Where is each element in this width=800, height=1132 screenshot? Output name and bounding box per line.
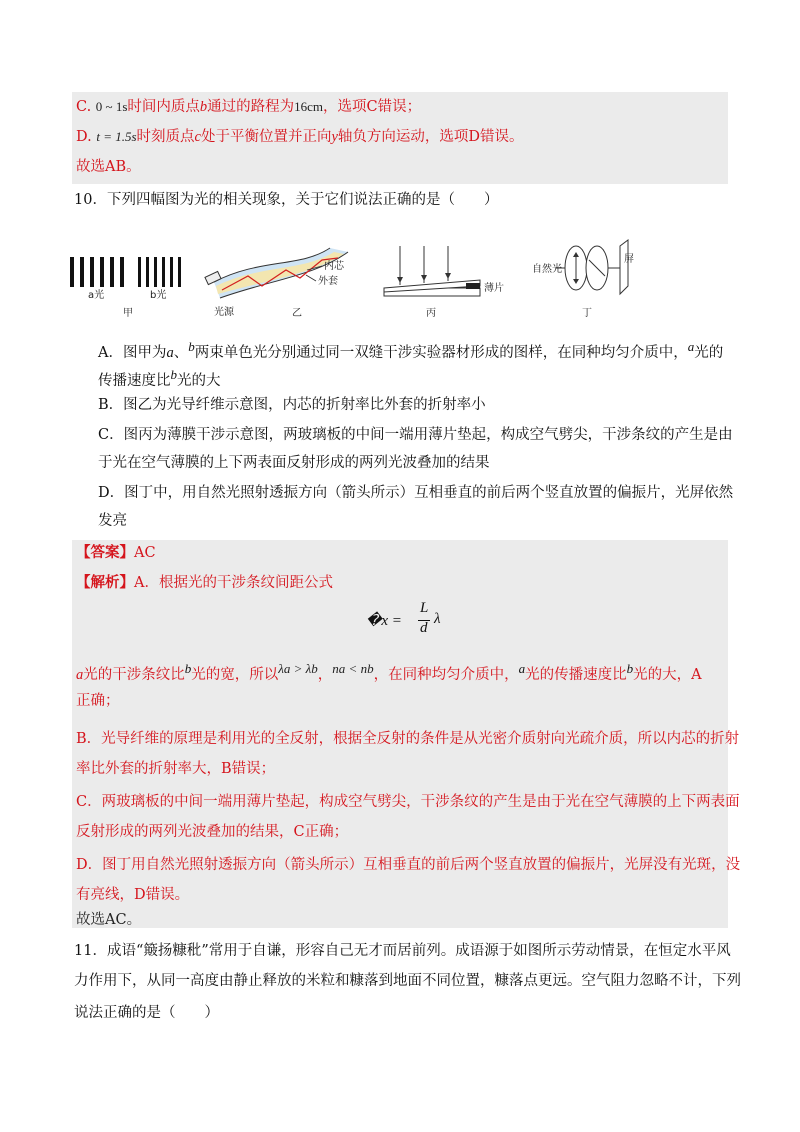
fig-jia-b-fringes — [138, 257, 181, 287]
fig-yi — [205, 248, 348, 319]
fig-jia — [70, 257, 181, 319]
formula-lhs: �x = — [366, 613, 402, 629]
fig-yi-caption: 乙 — [292, 308, 302, 319]
fig-ding-caption: 丁 — [582, 308, 592, 319]
q10-option-a-line2: 传播速度比b光的大 — [98, 367, 221, 389]
fringe-spacing-formula — [366, 600, 456, 640]
q10-stem: 10．下列四幅图为光的相关现象，关于它们说法正确的是（ ） — [74, 192, 499, 208]
q10-analysis-c-line1: C．两玻璃板的中间一端用薄片垫起，构成空气劈尖，干涉条纹的产生是由于光在空气薄膜的上下两表面 — [76, 794, 740, 810]
q10-option-c-line2: 于光在空气薄膜的上下两表面反射形成的两列光波叠加的结果 — [98, 455, 490, 471]
fig-jia-a-fringes — [70, 257, 124, 287]
fig-jia-caption: 甲 — [123, 308, 133, 319]
prev-option-d-analysis: D. t = 1.5s时刻质点c处于平衡位置并正向y轴负方向运动，选项D错误。 — [76, 129, 524, 145]
fig-jia-b-label: b光 — [150, 290, 167, 301]
formula-numerator: L — [420, 600, 429, 616]
q10-analysis-a-line1: a光的干涉条纹比b光的宽，所以λa > λb，na < nb，在同种均匀介质中，a光的传播速度比b光的大，A — [76, 661, 702, 683]
q10-answer: 【答案】AC — [76, 544, 156, 561]
index-inequality: na < nb — [332, 661, 374, 676]
q10-figures — [0, 228, 800, 328]
fig-ding — [532, 240, 634, 319]
prev-conclusion: 故选AB。 — [76, 159, 141, 175]
fig-ding-light-label: 自然光 — [532, 264, 562, 275]
q10-option-b: B．图乙为光导纤维示意图，内芯的折射率比外套的折射率小 — [98, 397, 486, 413]
fig-jia-a-label: a光 — [88, 290, 105, 301]
q10-analysis-a-line2: 正确； — [76, 693, 120, 709]
fig-yi-source-label: 光源 — [214, 307, 234, 318]
fig-yi-core-label: 内芯 — [324, 261, 344, 272]
q10-analysis-b-line1: B．光导纤维的原理是利用光的全反射，根据全反射的条件是从光密介质射向光疏介质，所以内芯的折射 — [76, 731, 740, 747]
q10-option-d-line2: 发亮 — [98, 513, 127, 529]
fig-bing-sheet-label: 薄片 — [484, 283, 504, 294]
q10-analysis-a-intro: 【解析】A．根据光的干涉条纹间距公式 — [76, 574, 333, 591]
lambda-inequality: λa > λb — [278, 661, 318, 676]
q10-analysis-d-line2: 有亮线，D错误。 — [76, 887, 190, 903]
q10-analysis-d-line1: D．图丁用自然光照射透振方向（箭头所示）互相垂直的前后两个竖直放置的偏振片，光屏没有光斑，没 — [76, 857, 741, 873]
fig-ding-screen-label: 屏 — [624, 254, 634, 265]
q10-option-a-line1: A．图甲为a、b两束单色光分别通过同一双缝干涉实验器材形成的图样，在同种均匀介质中，a光的 — [98, 339, 724, 361]
fig-bing-caption: 丙 — [426, 308, 436, 319]
prev-option-c-analysis: C. 0 ~ 1s时间内质点b通过的路程为16cm，选项C错误； — [76, 99, 422, 115]
q11-stem-line1: 11．成语“簸扬糠秕”常用于自谦，形容自己无才而居前列。成语源于如图所示劳动情景，在恒定水平风 — [74, 943, 731, 959]
formula-lambda: λ — [434, 611, 441, 627]
q10-analysis-b-line2: 率比外套的折射率大，B错误； — [76, 761, 276, 777]
q10-option-d-line1: D．图丁中，用自然光照射透振方向（箭头所示）互相垂直的前后两个竖直放置的偏振片，光屏依然 — [98, 485, 734, 501]
fig-yi-clad-label: 外套 — [318, 276, 338, 287]
formula-denominator: d — [420, 620, 428, 636]
fig-bing — [384, 246, 504, 319]
q10-conclusion: 故选AC。 — [76, 912, 142, 928]
q11-stem-line3: 说法正确的是（ ） — [74, 1005, 219, 1021]
q11-stem-line2: 力作用下，从同一高度由静止释放的米粒和糠落到地面不同位置，糠落点更远。空气阻力忽略不计，下列 — [74, 973, 741, 989]
q10-option-c-line1: C．图丙为薄膜干涉示意图，两玻璃板的中间一端用薄片垫起，构成空气劈尖，干涉条纹的产生是由 — [98, 427, 733, 443]
q10-analysis-c-line2: 反射形成的两列光波叠加的结果，C正确； — [76, 824, 349, 840]
